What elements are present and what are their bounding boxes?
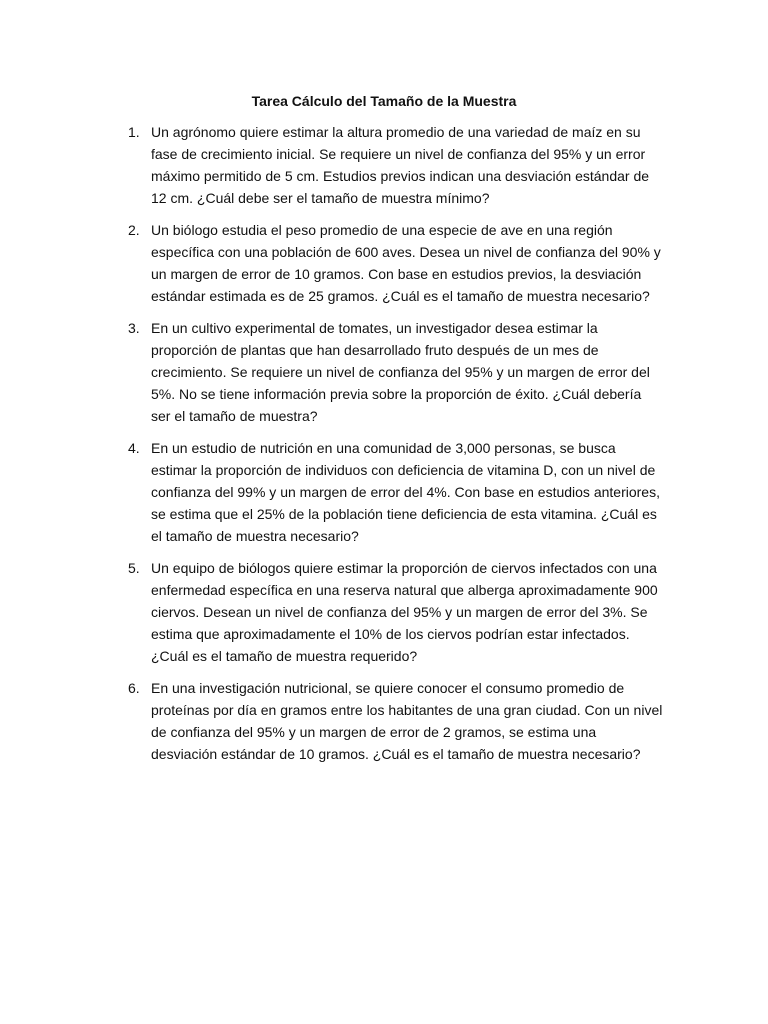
problem-text: Un biólogo estudia el peso promedio de una especie de ave en una región específica con una población de 600 aves. Desea un nivel de confianza del 90% y un margen de error de 10 gramos. Con base en estudios previos, la desviación estándar estimada es de 25 gramos. ¿Cuál es el tamaño de muestra necesario?: [151, 222, 661, 304]
problem-number: 6.: [128, 680, 140, 696]
problem-text: Un agrónomo quiere estimar la altura promedio de una variedad de maíz en su fase de crecimiento inicial. Se requiere un nivel de confianza del 95% y un error máximo permitido de 5 cm. Estudios previos indican una desviación estándar de 12 cm. ¿Cuál debe ser el tamaño de muestra mínimo?: [151, 124, 650, 206]
problem-item-4: [0, 437, 663, 547]
problem-number: 1.: [128, 124, 140, 140]
problem-number: 2.: [128, 222, 140, 238]
problem-item-5: [0, 557, 663, 667]
document-title: Tarea Cálculo del Tamaño de la Muestra: [251, 93, 517, 109]
problem-item-2: [0, 219, 663, 307]
problem-text: En un cultivo experimental de tomates, un investigador desea estimar la proporción de plantas que han desarrollado fruto después de un mes de crecimiento. Se requiere un nivel de confianza del 95% y un margen de error del 5%. No se tiene información previa sobre la proporción de éxito. ¿Cuál debería ser el tamaño de muestra?: [151, 320, 650, 424]
problem-text: Un equipo de biólogos quiere estimar la proporción de ciervos infectados con una enfermedad específica en una reserva natural que alberga aproximadamente 900 ciervos. Desean un nivel de confianza del 95% y un margen de error del 3%. Se estima que aproximadamente el 10% de los ciervos podrían estar infectados. ¿Cuál es el tamaño de muestra requerido?: [151, 560, 658, 664]
problem-text: En un estudio de nutrición en una comunidad de 3,000 personas, se busca estimar la proporción de individuos con deficiencia de vitamina D, con un nivel de confianza del 99% y un margen de error del 4%. Con base en estudios anteriores, se estima que el 25% de la población tiene deficiencia de esta vitamina. ¿Cuál es el tamaño de muestra necesario?: [151, 440, 660, 544]
problem-item-6: [0, 677, 663, 765]
problem-number: 5.: [128, 560, 140, 576]
problem-number: 4.: [128, 440, 140, 456]
problem-number: 3.: [128, 320, 140, 336]
problem-item-3: [0, 317, 663, 427]
problem-text: En una investigación nutricional, se quiere conocer el consumo promedio de proteínas por día en gramos entre los habitantes de una gran ciudad. Con un nivel de confianza del 95% y un margen de error de 2 gramos, se estima una desviación estándar de 10 gramos. ¿Cuál es el tamaño de muestra necesario?: [151, 680, 663, 762]
problem-item-1: [0, 121, 663, 209]
problem-list: [0, 121, 768, 775]
